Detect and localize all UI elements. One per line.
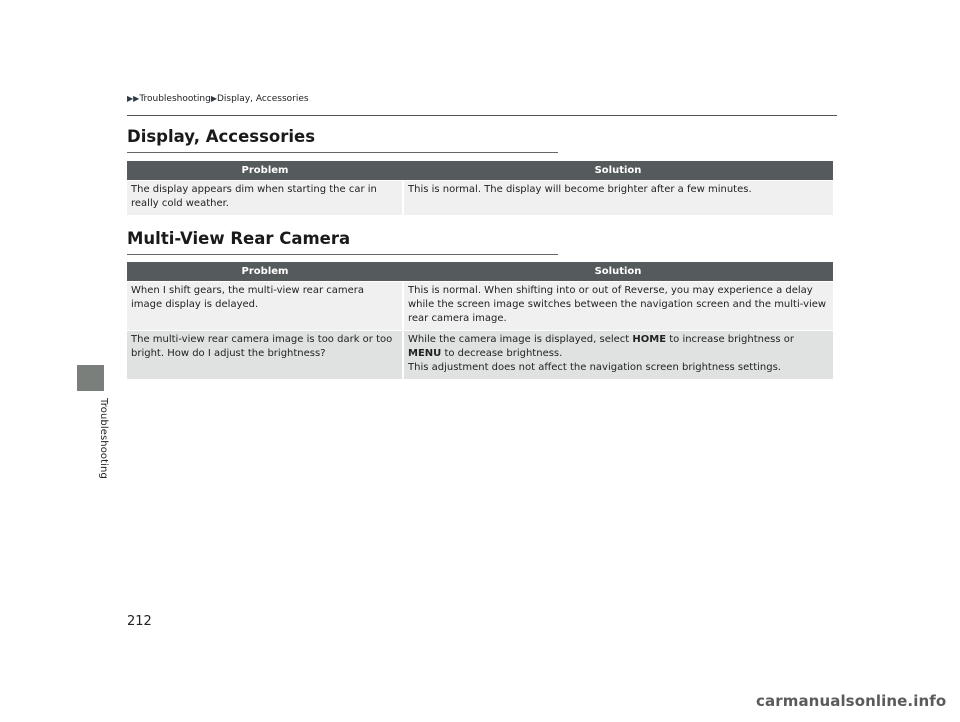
table-display-accessories <box>127 161 833 215</box>
table-row <box>127 282 833 331</box>
section-title-rule <box>127 152 558 153</box>
breadcrumb-arrow-icon: ▶ <box>210 94 217 103</box>
home-button-label: HOME <box>632 334 667 345</box>
table-row <box>127 181 833 216</box>
table-row <box>127 331 833 380</box>
solution-text: While the camera image is displayed, select <box>408 334 633 345</box>
breadcrumb <box>127 94 309 104</box>
section-title-display-accessories: Display, Accessories <box>127 127 316 146</box>
solution-cell: This is normal. The display will become brighter after a few minutes. <box>403 181 833 216</box>
column-header-solution: Solution <box>403 161 833 181</box>
chapter-tab-marker <box>77 365 104 391</box>
breadcrumb-item-troubleshooting[interactable]: Troubleshooting <box>139 94 211 104</box>
problem-cell: The multi-view rear camera image is too dark or too bright. How do I adjust the brightness? <box>127 331 403 380</box>
solution-cell: This is normal. When shifting into or out of Reverse, you may experience a delay while the screen image switches between the navigation screen and the multi-view rear camera image. <box>403 282 833 331</box>
solution-text: to increase brightness or <box>666 334 794 345</box>
menu-button-label: MENU <box>408 348 442 359</box>
section-title-rule <box>127 254 558 255</box>
header-divider <box>127 115 837 116</box>
solution-text: This adjustment does not affect the navigation screen brightness settings. <box>408 362 781 373</box>
column-header-problem: Problem <box>127 161 403 181</box>
solution-cell <box>403 331 833 380</box>
column-header-problem: Problem <box>127 262 403 282</box>
table-multi-view-rear-camera <box>127 262 833 379</box>
problem-cell: When I shift gears, the multi-view rear camera image display is delayed. <box>127 282 403 331</box>
solution-text: to decrease brightness. <box>441 348 563 359</box>
chapter-side-label: Troubleshooting <box>98 398 109 479</box>
breadcrumb-arrow-icon: ▶▶ <box>127 94 140 103</box>
page-number: 212 <box>127 614 152 629</box>
breadcrumb-item-display-accessories[interactable]: Display, Accessories <box>216 94 309 104</box>
watermark-text: carmanualsonline.info <box>756 692 947 710</box>
section-title-multi-view-rear-camera: Multi-View Rear Camera <box>127 229 351 248</box>
column-header-solution: Solution <box>403 262 833 282</box>
problem-cell: The display appears dim when starting the car in really cold weather. <box>127 181 403 216</box>
